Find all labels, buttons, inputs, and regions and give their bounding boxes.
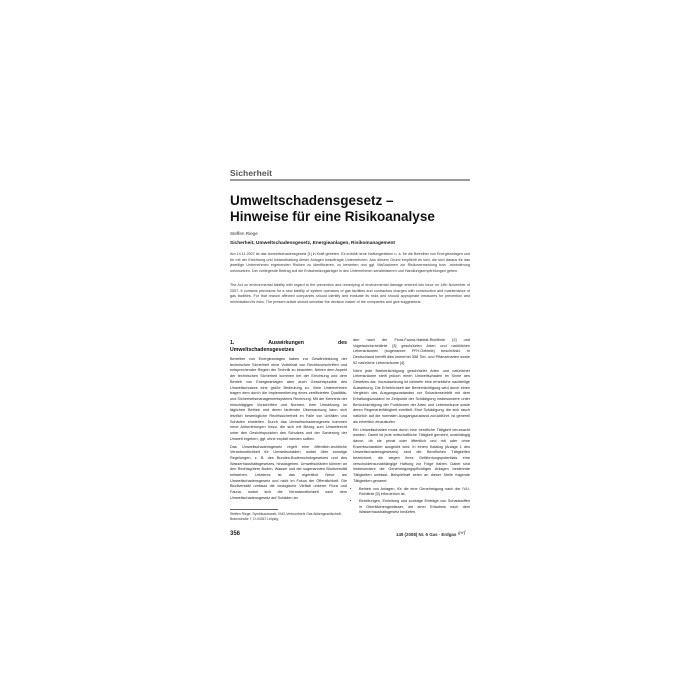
footnote-rule [230,509,278,510]
paragraph: Nicht jede Beeinträchtigung geschützter Arten und natürlicher Lebensräume stellt jedoch einen Umweltschaden im Sinne des Gesetzes dar. Voraussetzung ist vielmehr eine erhebliche nachteilige Auswirkung. Die Erheblichkeit der Beeinträchtigung wird durch einen Vergleich des Ausgangszustandes vor Schadenseintritt mit dem Erhaltungszustand im Zeitpunkt der Schädigung insbesondere unter Berücksichtigung der Funktionen der Arten und Lebensräume sowie deren Regenerierfähigkeit ermittelt. Eine Schädigung, die sich rasch natürlich auf die normalen Ausgangszustand zurückführt, ist generell als erheblich einzustufen. [353,368,470,424]
journal-logo: gwf [458,531,466,536]
page-number: 356 [230,531,241,537]
author: Steffen Riege [230,231,258,236]
section-heading: 1. Auswirkungen des Umweltschadensgesetzes [230,340,347,353]
list-item: • Einleitungen, Einleitung und sonstige Einträge von Schadstoffen in Oberflächengewässer, die einer Erlaubnis nach dem Wasserhaushaltsgesetz bedürfen, [359,499,470,516]
paragraph: Ein Umweltschaden muss durch eine berufliche Tätigkeit verursacht worden. Damit ist jede wirtschaftliche Tätigkeit gemeint, unabhängig davon, ob sie privat oder öffentlich und mit oder ohne Erwerbscharakter ausgeübt wird. In einem Katalog (Anlage 1 des Umweltschadensgesetzes) sind die Beruflichen Tätigkeiten bezeichnet, die wegen ihres Gefährdungspotentials eine verschuldensunabhängige Haftung zur Folge haben. Dabei sind insbesondere die Genehmigungspflichtigen Anlagen bestimmte Tätigkeiten umfasst. Beispielhaft seien an dieser Stelle folgende Tätigkeiten genannt: [353,427,470,483]
footnote: Steffen Riege, Syndikusanwalt, VNG-Verbundnetz Gas Aktiengesellschaft, Braunstraße 7, D-04347 Leipzig. [230,512,342,521]
bullet-list [353,487,470,517]
title-line-1: Umweltschadensgesetz – [230,193,394,208]
section-rule [230,179,470,181]
paragraph: den nach der Flora-Fauna-Habitat-Richtlinie [2] und Vogelschutzrichtlinie [3] geschützten Arten und natürlichen Lebensräumen (sogenannte FFH-Gebiete) beschränkt. In Deutschland betrifft dies immerhin 358 Tier- und Pflanzenarten sowie 92 natürliche Lebensräume [4]. [353,338,470,365]
list-item: • Betrieb von Anlagen, für die eine Genehmigung nach der IVU-Richtlinie [5] erforderlich ist, [359,487,470,498]
article-title [230,193,480,225]
abstract-german: Am 14.11.2007 ist das Umweltschadensgesetz [1] in Kraft getreten. Es enthält neue Haftungsrisiken u. a. für die Betreiber von Energieanlagen und für mit der Errichtung und Instandhaltung dieser Anlagen beauftragte Unternehmen. Aus diesem Grund empfiehlt es sich, die sich daraus für das jeweilige Unternehmen ergebenden Risiken zu identifizieren, zu bewerten und ggf. Maßnahmen zur Risikovermeidung bzw. -minimierung umzusetzen. Der vorliegende Beitrag soll die Entscheidungsträger in den Unternehmen sensibilisieren und Handlungsempfehlungen geben. [230,252,470,273]
journal-name: Gas · Erdgas [429,532,457,537]
paragraph: Das Umweltschadensgesetz regelt eine öffentlich-rechtliche Verantwortlichkeit für Umweltschäden, wobei über sonstige Regelungen, z. B. des Bundes-Bodenschutzgesetzes und des Wasserhaushaltsgesetzes, hinausgehen. Umweltschäden können an den Rechtsgütern Boden, Wasser und der sogenannten Biodiversität entstehen. Letzteres ist das eigentlich Neue am Umweltschadensgesetz und nicht im Fokus der Öffentlichkeit. Die Biodiversität umfasst die biologische Vielfalt unserer Flora und Fauna, wobei sich die Verantwortlichkeit nach dem Umweltschadensgesetz auf Schäden an [230,444,347,500]
keywords: Sicherheit, Umweltschadensgesetz, Energieanlagen, Risikomanagement [230,241,396,246]
section-label: Sicherheit [230,168,273,178]
title-line-2: Hinweise für eine Risikoanalyse [230,209,435,224]
journal-reference [396,532,456,537]
paragraph: Betreiber von Energieanlagen haben zur Gewährleistung der technischen Sicherheit ohne Vorbehalt von Rechtsvorschriften und entsprechender Regeln der Technik zu beachten. Neben dem Aspekt der technischen Sicherheit kommen bei der Errichtung und dem Betrieb von Energieanlagen aber auch Gesichtspunkte des Umweltschutzes eine große Bedeutung zu. Viele Unternehmen tragen dem durch die Implementierung eines zertifizierten Qualitäts- und Sicherheitsmanagementsystems Rechnung. Mit der Kenntnis der einschlägigen Vorschriften und Normen, ihrer Umsetzung im täglichen Betrieb und deren laufender Überwachung kann sich letztlich bestmögliche Rechtssicherheit im Falle von Unfällen und Schäden einstellen. Durch das Umweltschadensgesetz kommen neue Anforderungen hinzu, die sich mit Bezug zum Umweltrecht unter den Gesichtspunkten des Schutzes und der Sanierung der Umwelt ergeben, ggf. ohne explizit werden sollten. [230,357,347,441]
column-right [353,338,470,517]
column-left [230,340,347,504]
abstract-english: The Act on environmental liability with regard to the prevention and remedying of environmental damage entered into force on 14th November of 2007. It contains provisions for a new liability of system operators of gas facilities and contractors charged with construction and maintenance of gas facilities. For that reason affected companies should identify and evaluate its risks and should appropriate measures for prevention and minimisation its risks. The present article should sensitise the decision maker of the companies and give suggestions. [230,283,470,304]
journal-issue: 149 (2008) Nr. 6 [396,532,428,537]
